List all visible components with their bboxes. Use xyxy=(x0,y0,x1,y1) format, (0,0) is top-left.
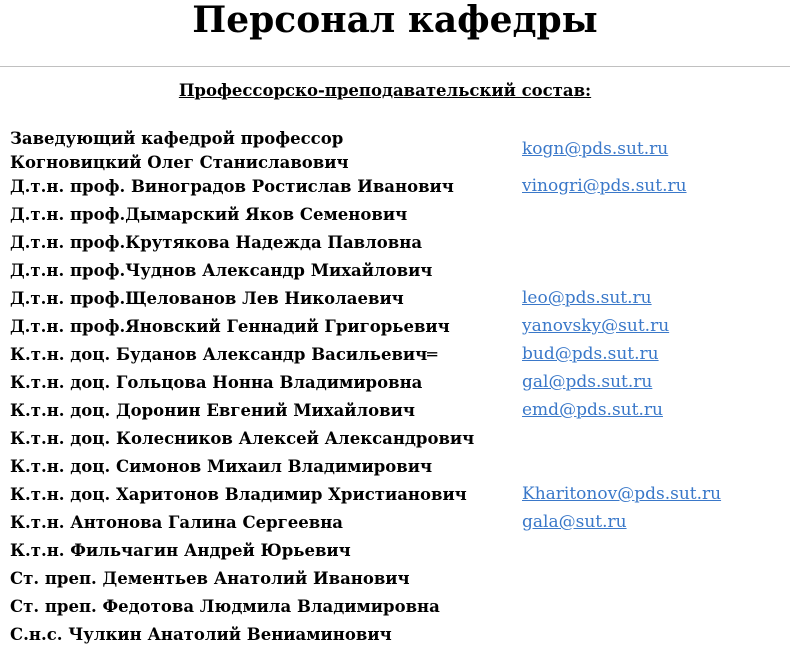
staff-name: Ст. преп. Дементьев Анатолий Иванович xyxy=(10,569,410,588)
staff-row xyxy=(10,398,780,426)
staff-name: К.т.н. доц. Симонов Михаил Владимирович xyxy=(10,457,433,476)
staff-name: С.н.с. Чулкин Анатолий Вениаминович xyxy=(10,625,392,644)
staff-name: Д.т.н. проф.Яновский Геннадий Григорьевич xyxy=(10,317,450,336)
staff-name: Д.т.н. проф.Чуднов Александр Михайлович xyxy=(10,261,433,280)
staff-email-link[interactable]: Kharitonov@pds.sut.ru xyxy=(522,484,722,504)
head-name-line: Когновицкий Олег Станиславович xyxy=(10,153,349,172)
staff-email-link[interactable]: leo@pds.sut.ru xyxy=(522,288,652,308)
divider xyxy=(0,66,790,67)
staff-row xyxy=(10,510,780,538)
staff-row xyxy=(10,370,780,398)
staff-email-link[interactable]: bud@pds.sut.ru xyxy=(522,344,659,364)
staff-row xyxy=(10,538,780,566)
staff-name: Ст. преп. Федотова Людмила Владимировна xyxy=(10,597,440,616)
staff-list xyxy=(10,126,780,650)
staff-email-link[interactable]: gal@pds.sut.ru xyxy=(522,372,653,392)
staff-row xyxy=(10,622,780,650)
page-title: Персонал кафедры xyxy=(192,0,598,41)
head-title-line: Заведующий кафедрой профессор xyxy=(10,129,344,148)
staff-name: Д.т.н. проф.Щелованов Лев Николаевич xyxy=(10,289,404,308)
staff-name: К.т.н. доц. Буданов Александр Васильевич═ xyxy=(10,345,438,364)
staff-row xyxy=(10,482,780,510)
staff-row xyxy=(10,286,780,314)
staff-row xyxy=(10,258,780,286)
staff-email-link[interactable]: vinogri@pds.sut.ru xyxy=(522,176,687,196)
staff-row xyxy=(10,202,780,230)
staff-email-link[interactable]: gala@sut.ru xyxy=(522,512,627,532)
staff-name: К.т.н. доц. Доронин Евгений Михайлович xyxy=(10,401,415,420)
staff-row xyxy=(10,314,780,342)
staff-name: К.т.н. доц. Гольцова Нонна Владимировна xyxy=(10,373,423,392)
staff-name: К.т.н. доц. Харитонов Владимир Христианович xyxy=(10,485,467,504)
staff-row-head xyxy=(10,126,780,174)
staff-email-link[interactable]: yanovsky@sut.ru xyxy=(522,316,670,336)
staff-name: К.т.н. Антонова Галина Сергеевна xyxy=(10,513,343,532)
staff-name xyxy=(10,127,510,175)
staff-name: Д.т.н. проф. Виноградов Ростислав Иванович xyxy=(10,177,454,196)
staff-row xyxy=(10,594,780,622)
staff-row xyxy=(10,566,780,594)
staff-email-link[interactable]: emd@pds.sut.ru xyxy=(522,400,663,420)
staff-name: К.т.н. Фильчагин Андрей Юрьевич xyxy=(10,541,351,560)
staff-row xyxy=(10,230,780,258)
staff-row xyxy=(10,342,780,370)
staff-name: К.т.н. доц. Колесников Алексей Александрович xyxy=(10,429,475,448)
staff-name: Д.т.н. проф.Крутякова Надежда Павловна xyxy=(10,233,423,252)
staff-name: Д.т.н. проф.Дымарский Яков Семенович xyxy=(10,205,408,224)
staff-email-link[interactable]: kogn@pds.sut.ru xyxy=(522,139,669,159)
staff-row xyxy=(10,426,780,454)
staff-row xyxy=(10,174,780,202)
staff-row xyxy=(10,454,780,482)
section-heading: Профессорско-преподавательский состав: xyxy=(178,81,592,100)
